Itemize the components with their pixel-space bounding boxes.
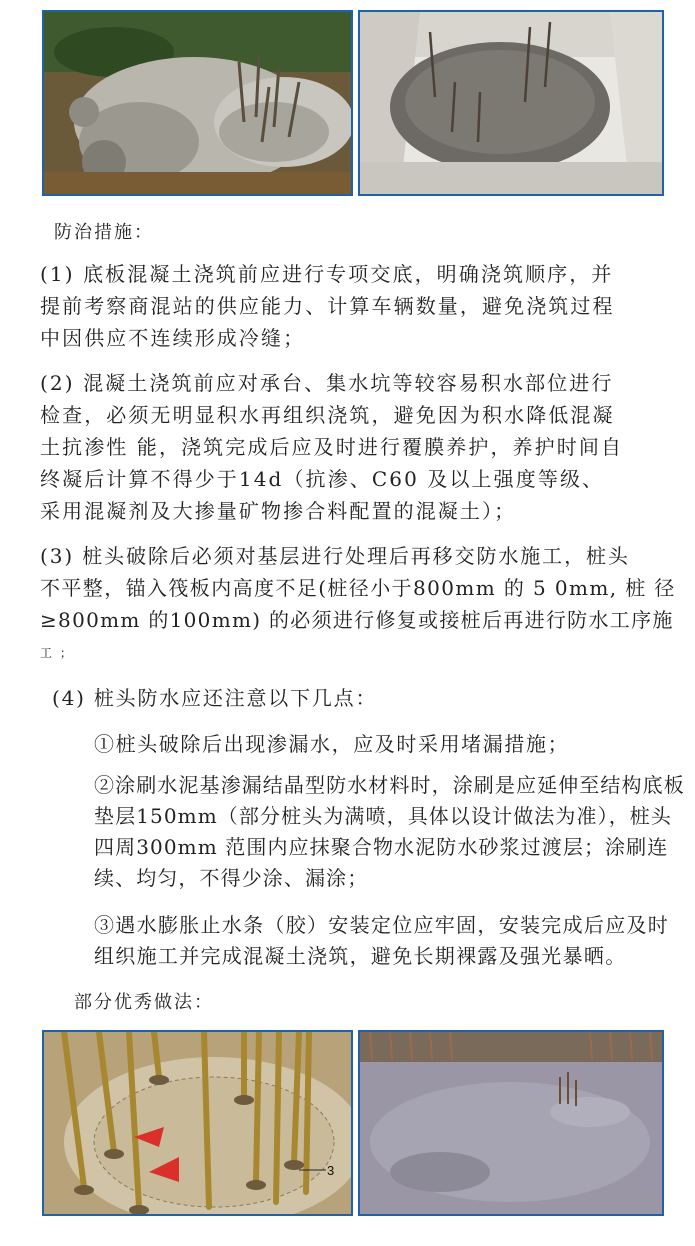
sub-item-3: ③遇水膨胀止水条（胶）安装定位应牢固，安装完成后应及时组织施工并完成混凝土浇筑，避免长期裸露及强光暴晒。: [94, 913, 670, 968]
item-1: (1) 底板混凝土浇筑前应进行专项交底，明确浇筑顺序，并提前考察商混站的供应能力、计算车辆数量，避免浇筑过程中因供应不连续形成冷缝；: [40, 262, 615, 350]
item-3-line-1: (3) 桩头破除后必须对基层进行处理后再移交防水施工，桩头: [40, 544, 630, 568]
photo-concrete-slab: [358, 1030, 664, 1216]
sub-item-1: ①桩头破除后出现渗漏水，应及时采用堵漏措施；: [94, 732, 570, 756]
heading-measures: 防治措施：: [54, 222, 154, 243]
photo-pile-head-damaged: [42, 10, 353, 196]
photo-pile-head-pit: [358, 10, 664, 196]
photo-pile-head-waterproofed: [42, 1030, 353, 1216]
item-3-line-2: 不平整，锚入筏板内高度不足(桩径小于800mm 的 5 0mm, 桩 径: [40, 576, 676, 600]
item-2: (2) 混凝土浇筑前应对承台、集水坑等较容易积水部位进行检查，必须无明显积水再组织浇筑，避免因为积水降低混凝土抗渗性 能，浇筑完成后应及时进行覆膜养护，养护时间自终凝后计算不得少于14d（抗渗、C60 及以上强度等级、采用混凝剂及大掺量矿物掺合料配置的混凝土）；: [40, 371, 624, 523]
sub-item-2: ②涂刷水泥基渗漏结晶型防水材料时，涂刷是应延伸至结构底板垫层150mm（部分桩头为满喷，具体以设计做法为准），桩头四周300mm 范围内应抹聚合物水泥防水砂浆过渡层；涂刷连续、均匀，不得少涂、漏涂；: [94, 773, 685, 890]
item-4-title: (4) 桩头防水应还注意以下几点：: [52, 686, 378, 710]
item-3-tail: 工 ；: [40, 646, 74, 660]
heading-good-practices: 部分优秀做法：: [74, 992, 214, 1013]
item-3-line-3: ≥800mm 的100mm) 的必须进行修复或接桩后再进行防水工序施: [40, 608, 674, 632]
photo-callout-3: 3: [327, 1163, 335, 1178]
